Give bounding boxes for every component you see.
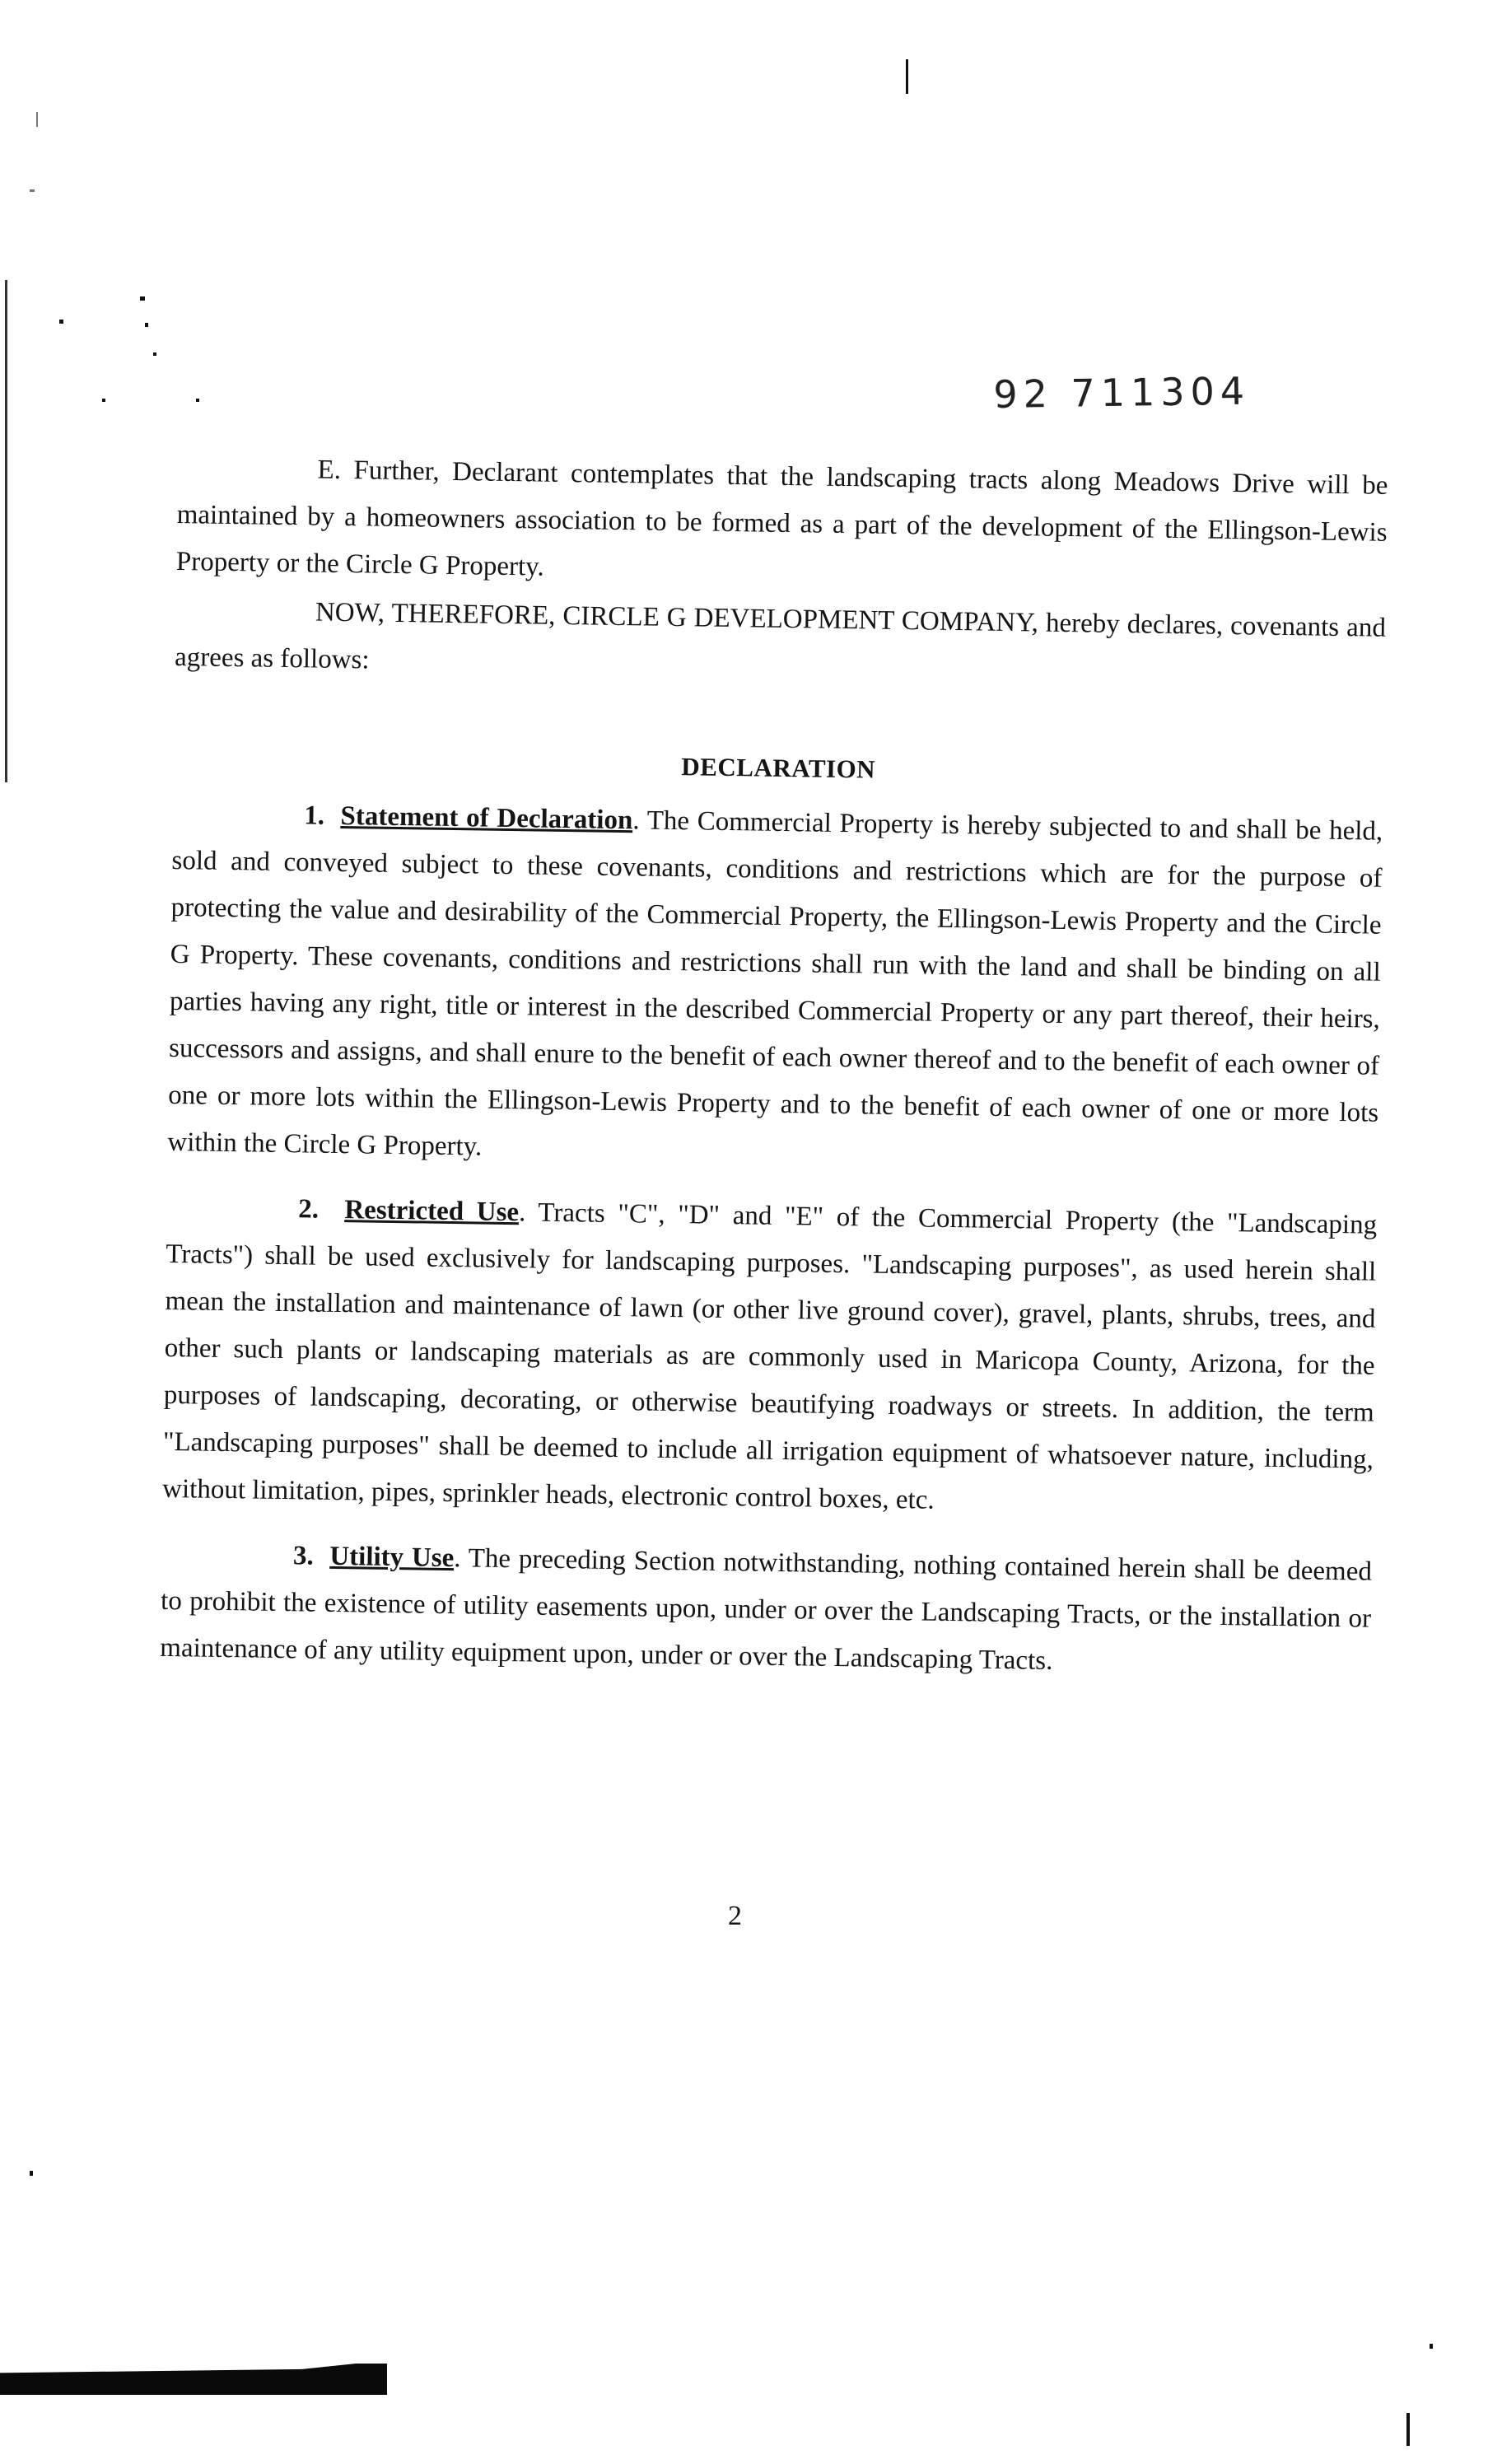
scan-edge-line (5, 280, 7, 782)
scan-artifact (30, 189, 35, 192)
recital-e: E. Further, Declarant contemplates that the landscaping tracts along Meadows Drive will be maintained by a homeowners association to be formed as a part of the development of the Ellingson-Lewis Property or the Circle G Property. (175, 455, 1388, 582)
scan-artifact (145, 323, 148, 327)
scan-artifact (102, 399, 105, 402)
section-number: 1. (304, 800, 325, 831)
scan-artifact (906, 59, 908, 94)
section-text: . The preceding Section notwithstanding, nothing contained herein shall be deemed to prohibit the existence of utility easements upon, under or over the Landscaping Tracts, or the installation or maintenance of any utility equipment upon, under or over the Landscaping Tracts. (160, 1543, 1373, 1676)
section-number: 3. (292, 1541, 315, 1571)
section-text: . Tracts "C", "D" and "E" of the Commercial Property (the "Landscaping Tracts") shall be used exclusively for landscaping purposes. "Landscaping purposes", as used herein shall mean the installation and maintenance of lawn (or other live ground cover), gravel, plants, shrubs, trees, and other such plants or landscaping materials as are commonly used in Maricopa County, Arizona, for the purposes of landscaping, decorating, or otherwise beautifying roadways or streets. In addition, the term "Landscaping purposes" shall be deemed to include all irrigation equipment of whatsoever nature, including, without limitation, pipes, sprinkler heads, electronic control boxes, etc. (161, 1197, 1378, 1515)
scan-artifact (59, 320, 63, 324)
section-title: Statement of Declaration (340, 800, 633, 836)
section-number: 2. (297, 1194, 320, 1225)
document-body (160, 445, 1388, 1690)
section-2 (162, 1184, 1378, 1531)
section-3 (160, 1531, 1372, 1690)
scan-artifact (36, 112, 38, 127)
section-1 (167, 791, 1383, 1184)
scan-artifact (1430, 2344, 1433, 2349)
recording-number: 92 711304 (993, 368, 1251, 417)
section-heading: DECLARATION (681, 752, 876, 784)
scan-artifact (30, 2171, 33, 2176)
scan-artifact (196, 399, 199, 402)
scan-artifact (153, 352, 156, 356)
page-number: 2 (728, 1901, 742, 1931)
section-title: Restricted Use (344, 1195, 520, 1228)
scan-artifact (140, 296, 145, 301)
scan-artifact (1406, 2413, 1410, 2446)
section-title: Utility Use (329, 1541, 455, 1574)
scan-edge-bar (0, 2364, 387, 2395)
now-therefore-clause: NOW, THEREFORE, CIRCLE G DEVELOPMENT COMPANY, hereby declares, covenants and agrees as follows: (174, 597, 1387, 675)
section-text: . The Commercial Property is hereby subjected to and shall be held, sold and conveyed subject to these covenants, conditions and restrictions which are for the purpose of protecting the value and desirability of the Commercial Property, the Ellingson-Lewis Property and the Circle G Property. These covenants, conditions and restrictions shall run with the land and shall be binding on all parties having any right, title or interest in the described Commercial Property or any part thereof, their heirs, successors and assigns, and shall enure to the benefit of each owner thereof and to the benefit of each owner of one or more lots within the Ellingson-Lewis Property and to the benefit of each owner of one or more lots within the Circle G Property. (167, 805, 1383, 1162)
